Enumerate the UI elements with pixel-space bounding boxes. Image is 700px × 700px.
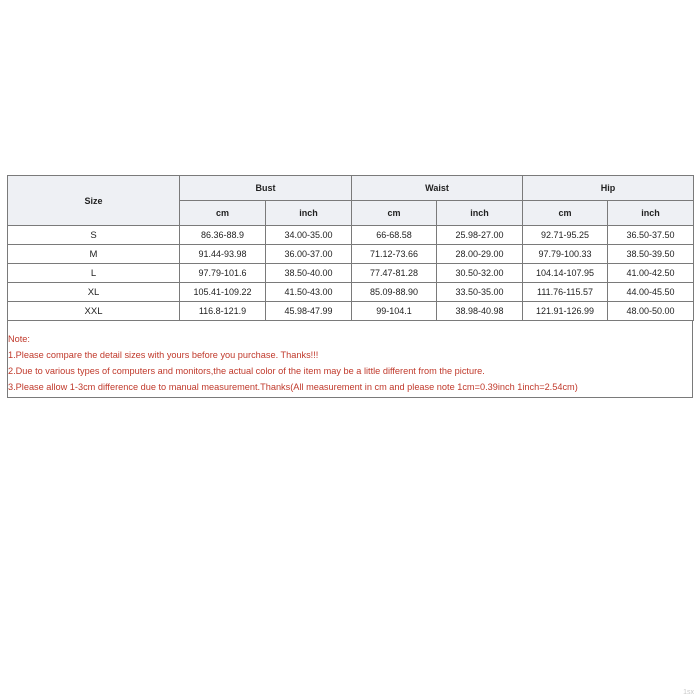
table-cell: 48.00-50.00 [608,302,694,321]
unit-header: cm [180,201,266,226]
unit-header: inch [266,201,352,226]
notes-title: Note: [8,334,30,344]
table-cell: 111.76-115.57 [523,283,608,302]
size-cell: L [8,264,180,283]
table-cell: 33.50-35.00 [437,283,523,302]
notes-box [7,321,693,398]
table-cell: 41.50-43.00 [266,283,352,302]
size-table [7,175,694,321]
unit-header: inch [608,201,694,226]
unit-header: cm [352,201,437,226]
table-cell: 25.98-27.00 [437,226,523,245]
table-cell: 86.36-88.9 [180,226,266,245]
note-line: 3.Please allow 1-3cm difference due to manual measurement.Thanks(All measurement in cm and please note 1cm=0.39inch 1inch=2.54cm) [8,382,578,392]
size-chart [7,175,693,398]
table-cell: 34.00-35.00 [266,226,352,245]
table-cell: 104.14-107.95 [523,264,608,283]
waist-header: Waist [352,176,523,201]
size-cell: M [8,245,180,264]
table-cell: 71.12-73.66 [352,245,437,264]
bust-header: Bust [180,176,352,201]
table-cell: 30.50-32.00 [437,264,523,283]
table-cell: 36.50-37.50 [608,226,694,245]
table-cell: 121.91-126.99 [523,302,608,321]
table-row [8,264,694,283]
table-cell: 116.8-121.9 [180,302,266,321]
note-line: 2.Due to various types of computers and monitors,the actual color of the item may be a little different from the picture. [8,366,485,376]
table-cell: 38.98-40.98 [437,302,523,321]
size-cell: XXL [8,302,180,321]
table-cell: 45.98-47.99 [266,302,352,321]
table-row [8,302,694,321]
size-cell: S [8,226,180,245]
unit-header: cm [523,201,608,226]
table-cell: 92.71-95.25 [523,226,608,245]
table-cell: 41.00-42.50 [608,264,694,283]
size-cell: XL [8,283,180,302]
table-cell: 66-68.58 [352,226,437,245]
unit-header: inch [437,201,523,226]
table-cell: 28.00-29.00 [437,245,523,264]
table-cell: 85.09-88.90 [352,283,437,302]
hip-header: Hip [523,176,694,201]
table-row [8,283,694,302]
table-row [8,226,694,245]
size-header: Size [8,176,180,226]
table-cell: 99-104.1 [352,302,437,321]
note-line: 1.Please compare the detail sizes with yours before you purchase. Thanks!!! [8,350,319,360]
table-cell: 44.00-45.50 [608,283,694,302]
table-row [8,245,694,264]
table-cell: 97.79-101.6 [180,264,266,283]
table-cell: 36.00-37.00 [266,245,352,264]
table-cell: 91.44-93.98 [180,245,266,264]
table-cell: 105.41-109.22 [180,283,266,302]
table-cell: 38.50-39.50 [608,245,694,264]
table-cell: 38.50-40.00 [266,264,352,283]
table-cell: 77.47-81.28 [352,264,437,283]
watermark: 1sx [683,689,694,696]
table-cell: 97.79-100.33 [523,245,608,264]
